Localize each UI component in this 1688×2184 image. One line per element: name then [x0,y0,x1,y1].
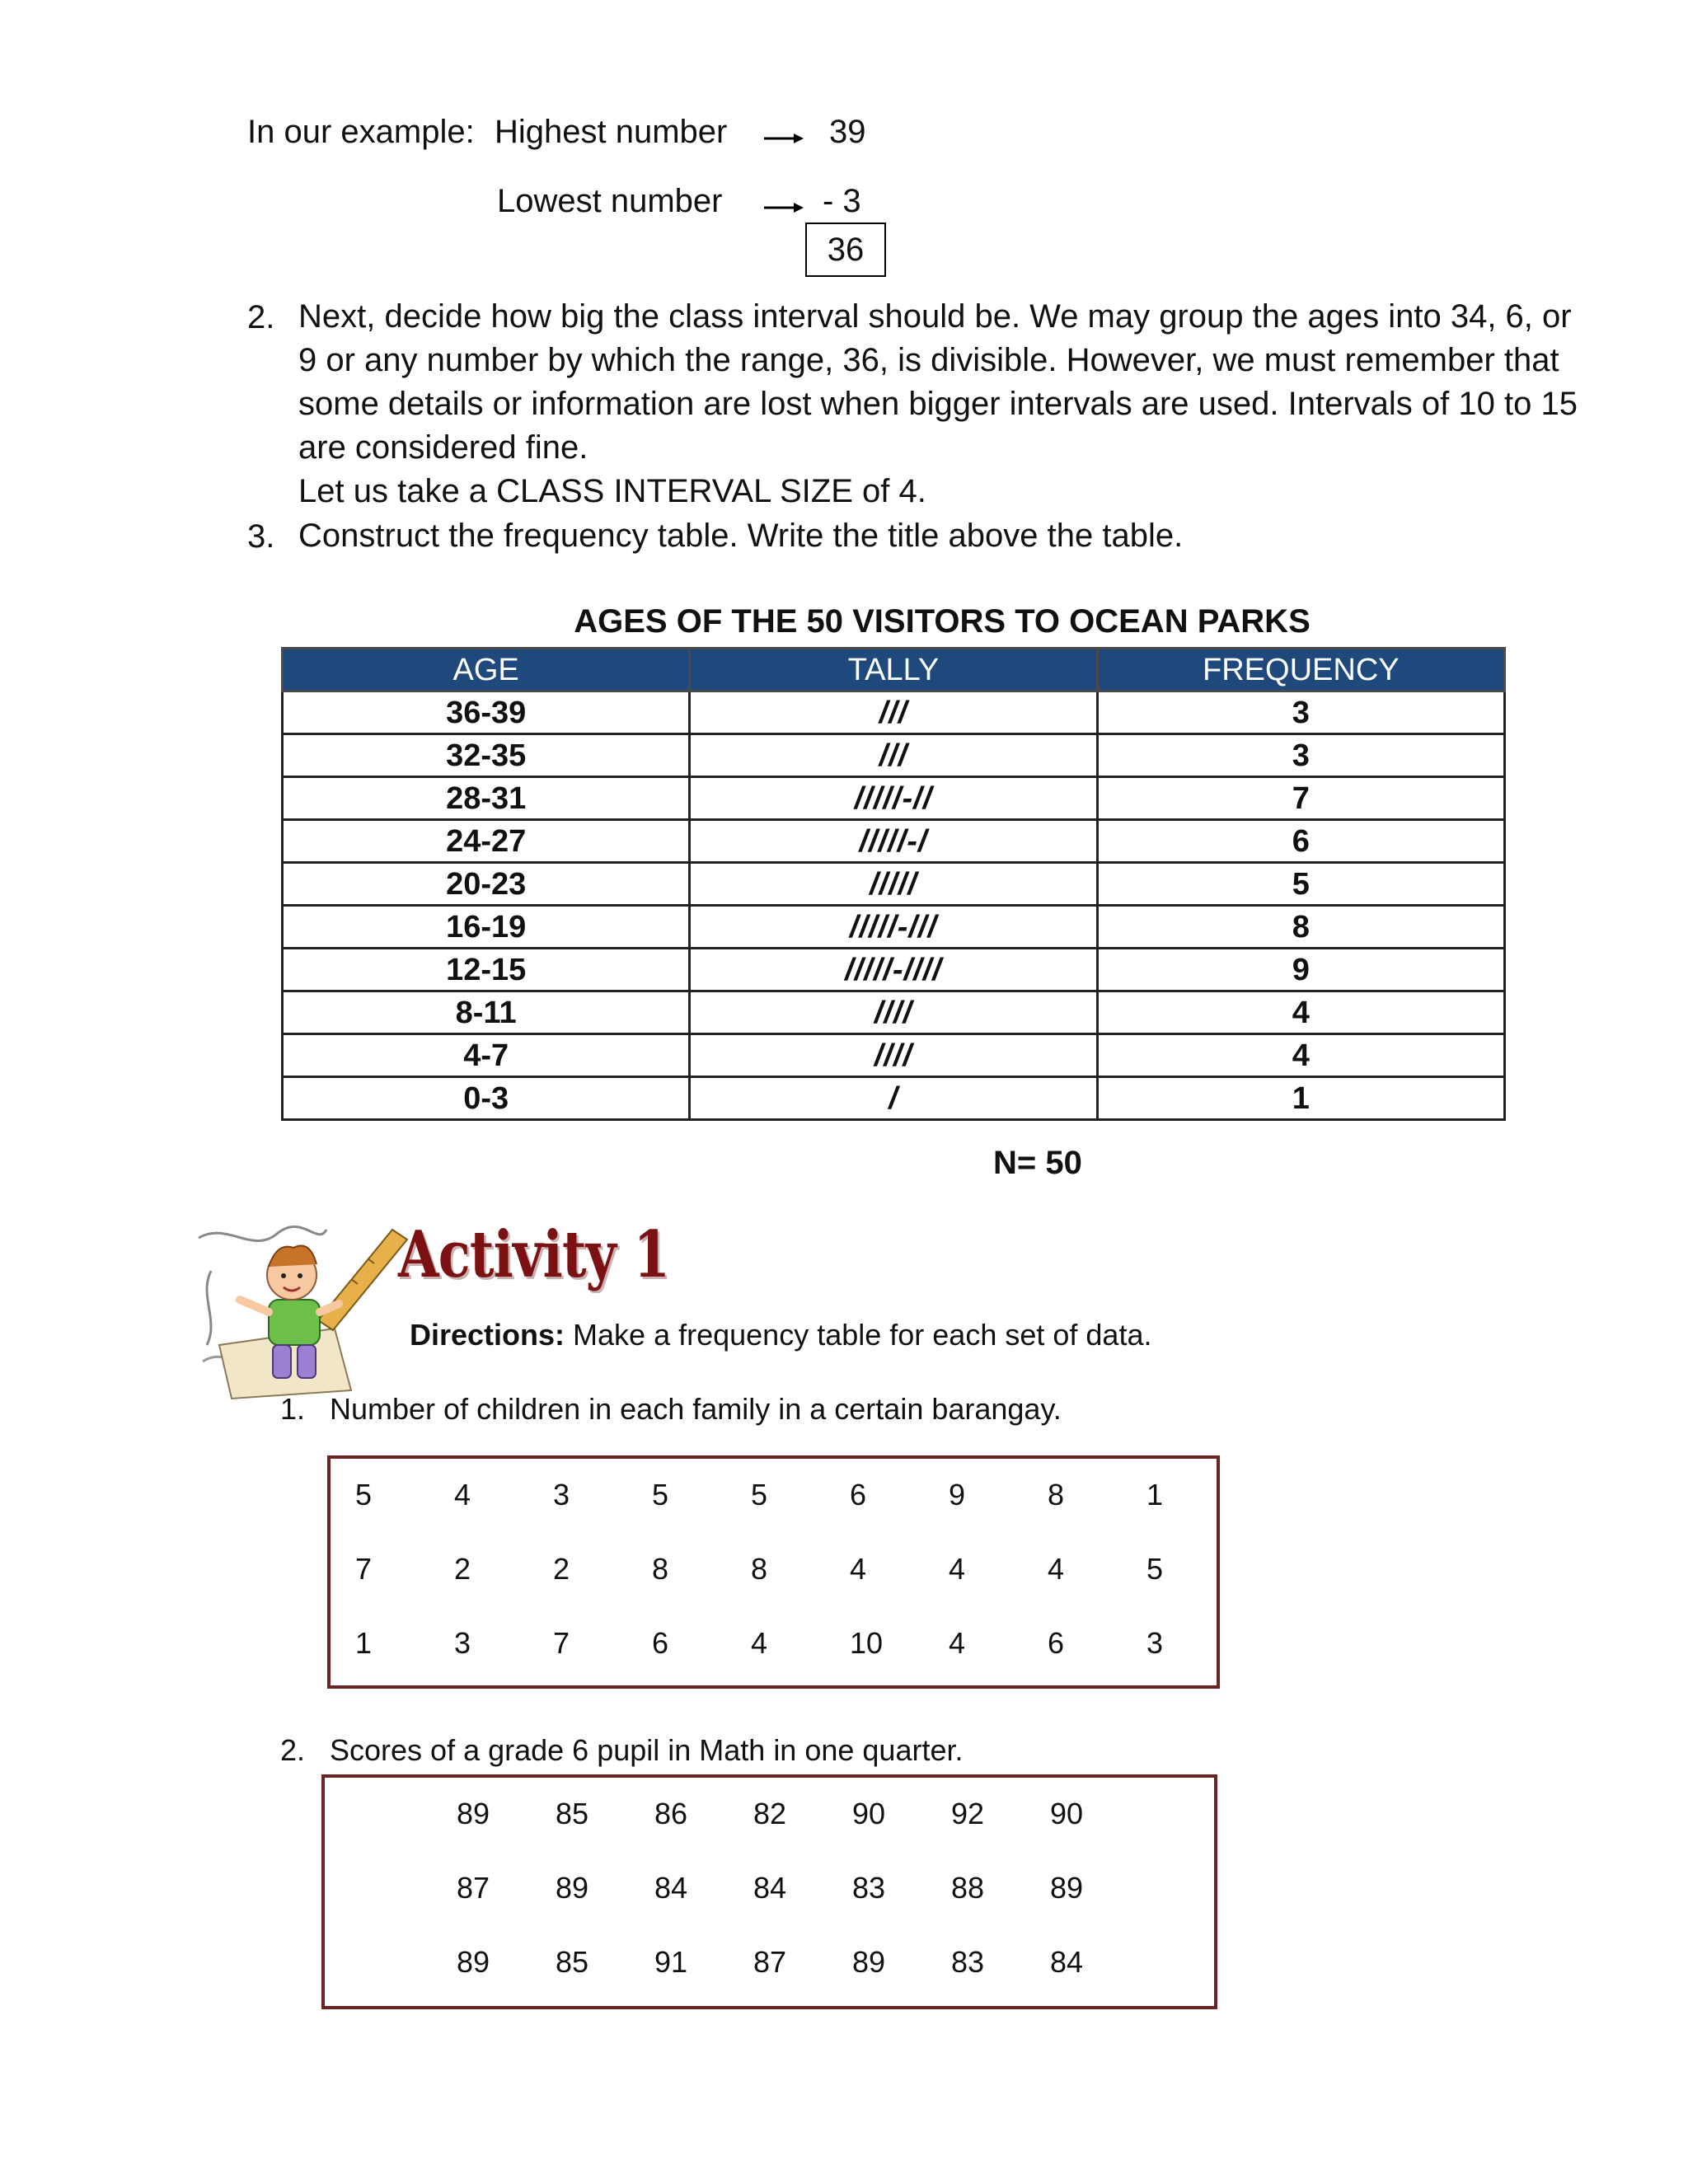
tally-cell: / [690,1077,1097,1120]
data-cell: 92 [950,1797,985,1830]
range-result-box: 36 [805,223,886,277]
tally-cell: /////-//// [690,949,1097,991]
data-cell: 4 [1047,1552,1065,1586]
highest-label: Highest number [495,114,728,150]
column-header-frequency: FREQUENCY [1097,649,1504,691]
frequency-cell: 4 [1097,1034,1504,1077]
frequency-cell: 3 [1097,734,1504,777]
lowest-label: Lowest number [497,183,723,219]
step-text-line: Next, decide how big the class interval should be. We may group the ages into 34, 6, or [298,298,1572,335]
data-box-scores [321,1774,1217,2009]
table-row [283,820,1505,863]
data-cell: 4 [750,1626,768,1660]
frequency-cell: 7 [1097,777,1504,820]
data-cell: 8 [651,1552,669,1586]
total-count: N= 50 [993,1145,1082,1181]
tally-cell: /// [690,734,1097,777]
age-cell: 20-23 [283,863,690,906]
data-cell: 10 [849,1626,884,1660]
column-header-age: AGE [283,649,690,691]
frequency-cell: 6 [1097,820,1504,863]
data-cell: 8 [750,1552,768,1586]
table-row [283,991,1505,1034]
range-intro: In our example: [247,114,475,150]
data-cell: 89 [1049,1871,1084,1905]
data-cell: 89 [851,1945,886,1979]
data-cell: 89 [456,1945,490,1979]
activity-item-number: 2. [280,1733,306,1767]
step-text-line: are considered fine. [298,429,588,466]
data-cell: 82 [753,1797,787,1830]
activity-title: Activity 1 [398,1217,670,1292]
data-cell: 9 [948,1478,966,1511]
frequency-cell: 1 [1097,1077,1504,1120]
data-cell: 90 [851,1797,886,1830]
table-title: AGES OF THE 50 VISITORS TO OCEAN PARKS [574,603,1311,640]
table-row [283,1077,1505,1120]
table-row [283,691,1505,734]
data-cell: 3 [552,1478,570,1511]
table-row [283,949,1505,991]
right-arrow-icon [764,199,804,216]
step-number: 3. [247,518,275,555]
data-cell: 90 [1049,1797,1084,1830]
data-cell: 84 [753,1871,787,1905]
data-cell: 5 [651,1478,669,1511]
data-cell: 4 [453,1478,471,1511]
tally-cell: /////-// [690,777,1097,820]
table-row [283,906,1505,949]
data-cell: 4 [849,1552,867,1586]
data-cell: 91 [654,1945,688,1979]
data-cell: 3 [1146,1626,1164,1660]
tally-cell: /// [690,691,1097,734]
frequency-cell: 3 [1097,691,1504,734]
age-cell: 8-11 [283,991,690,1034]
data-cell: 4 [948,1626,966,1660]
activity-item-text: Number of children in each family in a certain barangay. [330,1392,1062,1426]
data-cell: 8 [1047,1478,1065,1511]
data-cell: 5 [354,1478,373,1511]
step-text-line: some details or information are lost when bigger intervals are used. Intervals of 10 to 15 [298,386,1578,422]
data-cell: 83 [950,1945,985,1979]
column-header-tally: TALLY [690,649,1097,691]
data-cell: 89 [456,1797,490,1830]
data-cell: 87 [456,1871,490,1905]
tally-cell: //// [690,991,1097,1034]
data-cell: 85 [555,1797,589,1830]
age-cell: 24-27 [283,820,690,863]
data-cell: 2 [453,1552,471,1586]
data-cell: 85 [555,1945,589,1979]
age-cell: 28-31 [283,777,690,820]
data-cell: 2 [552,1552,570,1586]
activity-item-number: 1. [280,1392,306,1426]
age-cell: 32-35 [283,734,690,777]
table-row [283,734,1505,777]
age-cell: 4-7 [283,1034,690,1077]
age-cell: 36-39 [283,691,690,734]
data-cell: 7 [552,1626,570,1660]
directions-label: Directions: [410,1318,565,1352]
data-cell: 3 [453,1626,471,1660]
frequency-cell: 9 [1097,949,1504,991]
tally-cell: /////-/ [690,820,1097,863]
tally-cell: /////-/// [690,906,1097,949]
data-cell: 89 [555,1871,589,1905]
step-text-line: Construct the frequency table. Write the title above the table. [298,518,1184,554]
data-cell: 86 [654,1797,688,1830]
right-arrow-icon [764,130,804,147]
frequency-table [281,647,1506,1121]
highest-value: 39 [829,114,866,150]
step-text-line: 9 or any number by which the range, 36, is divisible. However, we must remember that [298,342,1559,378]
frequency-cell: 4 [1097,991,1504,1034]
data-cell: 4 [948,1552,966,1586]
data-cell: 87 [753,1945,787,1979]
data-cell: 6 [651,1626,669,1660]
age-cell: 12-15 [283,949,690,991]
table-row [283,1034,1505,1077]
data-cell: 88 [950,1871,985,1905]
data-cell: 6 [849,1478,867,1511]
age-cell: 16-19 [283,906,690,949]
directions [410,1317,1151,1353]
data-cell: 84 [1049,1945,1084,1979]
tally-cell: //// [690,1034,1097,1077]
frequency-cell: 8 [1097,906,1504,949]
directions-text: Make a frequency table for each set of data. [565,1318,1152,1352]
data-cell: 1 [354,1626,373,1660]
table-header-row [283,649,1505,691]
table-row [283,777,1505,820]
data-box-children [327,1455,1220,1689]
age-cell: 0-3 [283,1077,690,1120]
data-cell: 84 [654,1871,688,1905]
lowest-value: - 3 [823,183,861,219]
table-row [283,863,1505,906]
data-cell: 7 [354,1552,373,1586]
tally-cell: ///// [690,863,1097,906]
data-cell: 6 [1047,1626,1065,1660]
step-text-line: Let us take a CLASS INTERVAL SIZE of 4. [298,473,926,509]
data-cell: 83 [851,1871,886,1905]
data-cell: 5 [750,1478,768,1511]
data-cell: 5 [1146,1552,1164,1586]
data-cell: 1 [1146,1478,1164,1511]
step-number: 2. [247,299,275,335]
activity-item-text: Scores of a grade 6 pupil in Math in one quarter. [330,1733,964,1767]
frequency-cell: 5 [1097,863,1504,906]
